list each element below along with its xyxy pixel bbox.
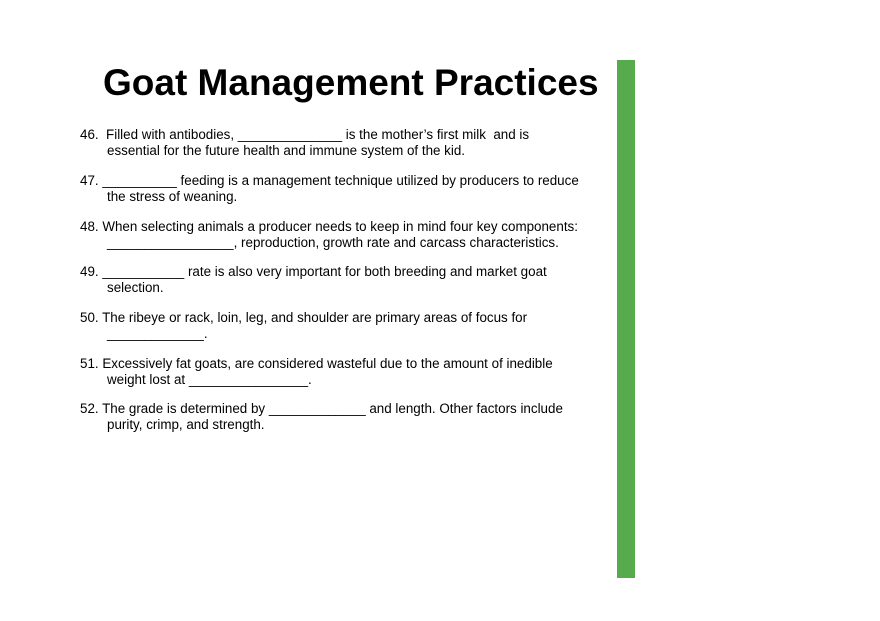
accent-bar (617, 60, 635, 578)
page-title: Goat Management Practices (103, 62, 599, 103)
question-49 (80, 264, 615, 295)
question-49-line-1: 49. ___________ rate is also very important for both breeding and market goat (80, 264, 547, 279)
question-52-line-1: 52. The grade is determined by _____________ and length. Other factors include (80, 401, 563, 416)
question-51-line-2: weight lost at ________________. (107, 371, 312, 387)
question-50-line-2: _____________. (107, 325, 208, 341)
question-47 (80, 173, 615, 204)
question-48 (80, 219, 615, 250)
question-51-line-1: 51. Excessively fat goats, are considered wasteful due to the amount of inedible (80, 356, 553, 371)
question-51 (80, 356, 615, 387)
question-46-line-1: 46. Filled with antibodies, ______________ is the mother’s first milk and is (80, 127, 530, 142)
question-50-line-1: 50. The ribeye or rack, loin, leg, and shoulder are primary areas of focus for (80, 310, 528, 325)
question-46 (80, 127, 615, 158)
question-52 (80, 401, 615, 432)
question-48-line-1: 48. When selecting animals a producer needs to keep in mind four key components: (80, 219, 578, 234)
question-49-line-2: selection. (107, 279, 164, 295)
question-48-line-2: _________________, reproduction, growth rate and carcass characteristics. (107, 234, 559, 250)
question-47-line-2: the stress of weaning. (107, 188, 238, 204)
question-50 (80, 310, 615, 341)
question-52-line-2: purity, crimp, and strength. (107, 416, 265, 432)
question-46-line-2: essential for the future health and immune system of the kid. (107, 142, 466, 158)
question-47-line-1: 47. __________ feeding is a management technique utilized by producers to reduce (80, 173, 579, 188)
